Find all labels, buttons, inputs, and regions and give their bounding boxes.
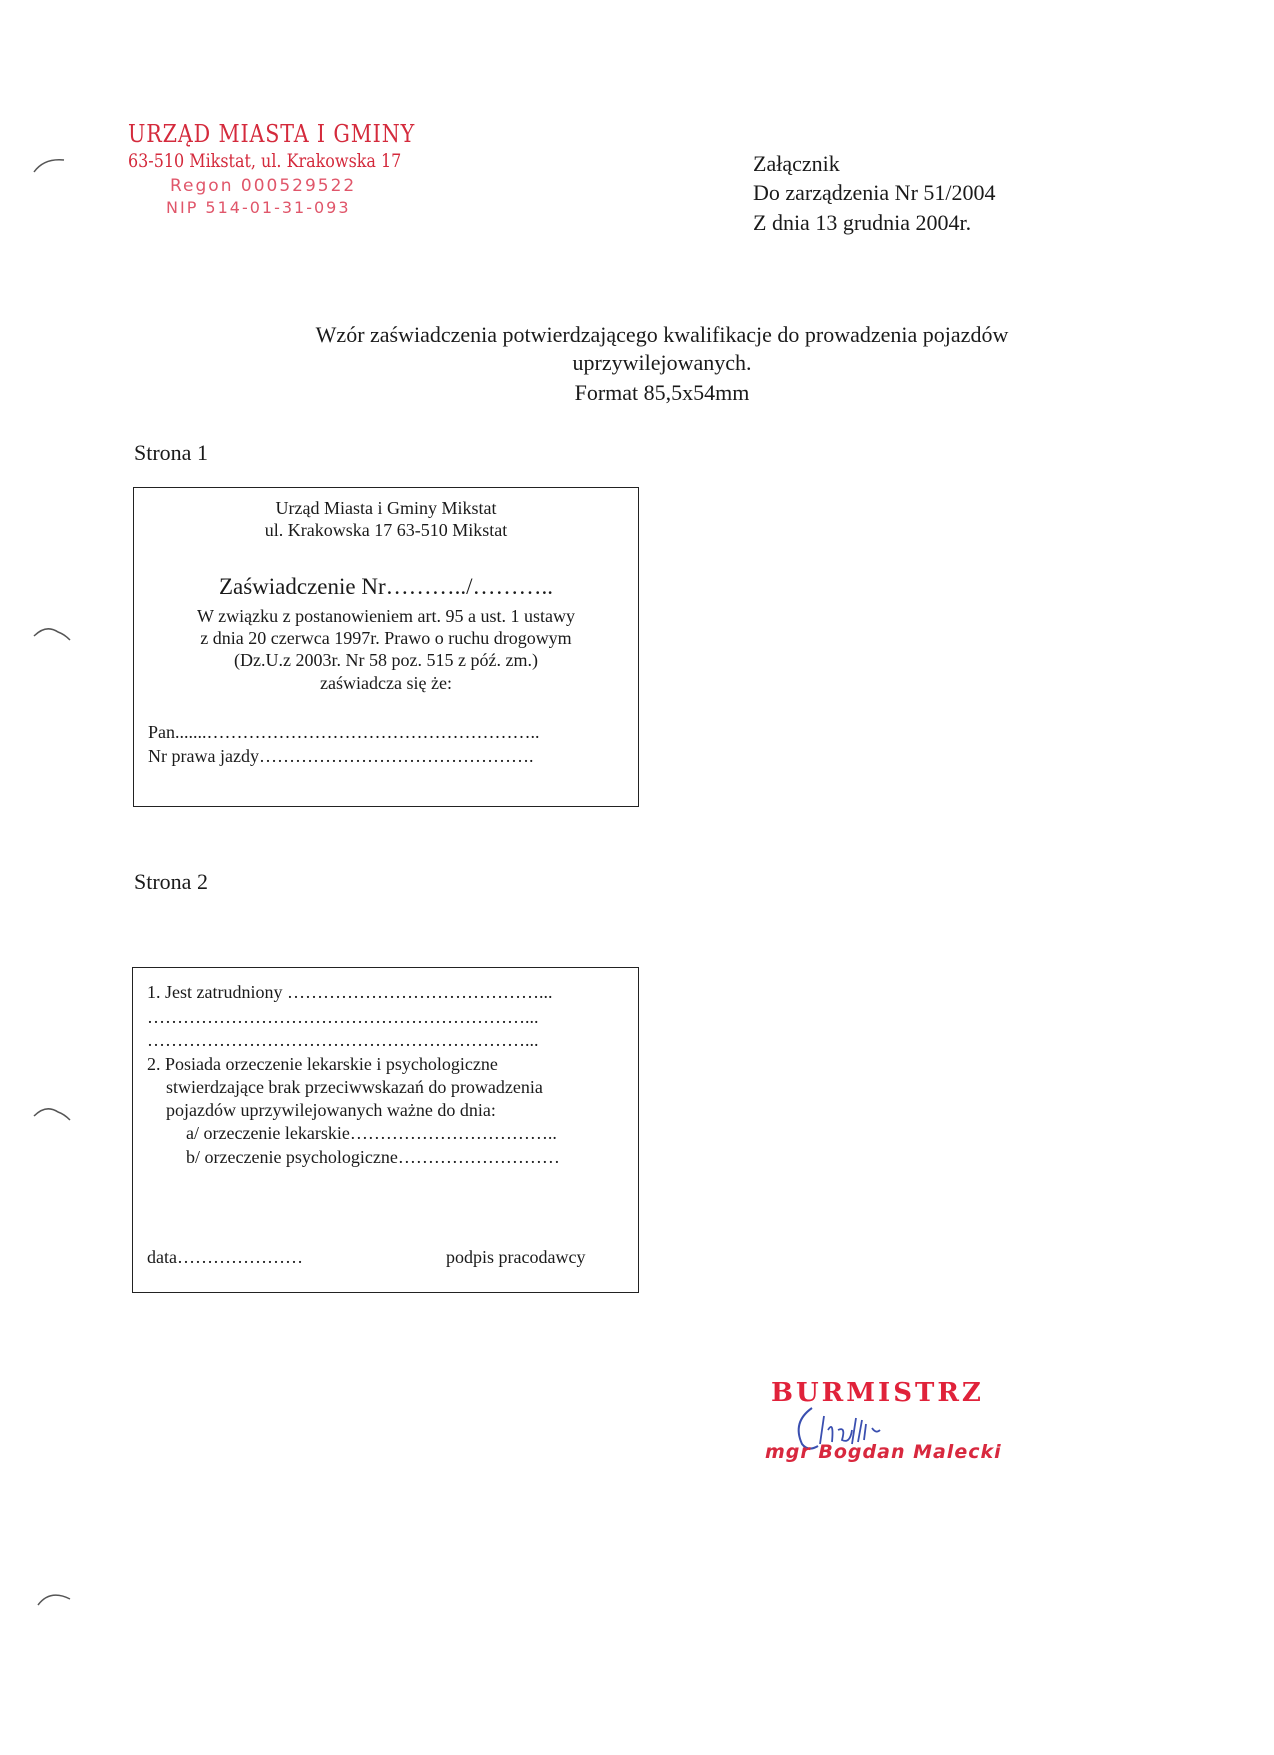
document-title: Wzór zaświadczenia potwierdzającego kwalifikacje do prowadzenia pojazdów <box>315 322 1009 347</box>
medical-clause: 2. Posiada orzeczenie lekarskie i psychologiczne <box>147 1054 498 1074</box>
certificate-side-1 <box>133 487 639 807</box>
punch-hole-mark <box>36 1585 76 1609</box>
office-stamp-name: URZĄD MIASTA I GMINY <box>128 120 416 148</box>
legal-basis-line: z dnia 20 czerwca 1997r. Prawo o ruchu drogowym <box>200 628 572 648</box>
psych-certificate-field: b/ orzeczenie psychologiczne……………………… <box>186 1147 560 1167</box>
document-format: Format 85,5x54mm <box>574 380 750 405</box>
side-1-label: Strona 1 <box>134 440 208 465</box>
certificate-side-2 <box>132 967 639 1293</box>
license-number-field: Nr prawa jazdy………………………………………. <box>148 746 534 766</box>
medical-clause: stwierdzające brak przeciwwskazań do prowadzenia <box>166 1077 543 1097</box>
medical-certificate-field: a/ orzeczenie lekarskie…………………………….. <box>186 1123 557 1143</box>
document-title-cont: uprzywilejowanych. <box>572 350 752 375</box>
punch-hole-mark <box>32 1102 72 1126</box>
certifies-line: zaświadcza się że: <box>320 673 452 693</box>
annex-date: Z dnia 13 grudnia 2004r. <box>753 210 972 235</box>
card-office-name: Urząd Miasta i Gminy Mikstat <box>275 498 497 518</box>
employment-field-cont: ………………………………………………………... <box>147 1007 539 1027</box>
annex-label: Załącznik <box>753 151 840 176</box>
punch-hole-mark <box>32 622 72 646</box>
employment-field: 1. Jest zatrudniony ……………………………………... <box>147 982 553 1002</box>
legal-basis-line: (Dz.U.z 2003r. Nr 58 poz. 515 z póź. zm.) <box>234 650 538 670</box>
employment-field-cont: ………………………………………………………... <box>147 1030 539 1050</box>
punch-hole-mark <box>30 152 70 176</box>
card-office-address: ul. Krakowska 17 63-510 Mikstat <box>264 520 508 540</box>
office-stamp-nip: NIP 514-01-31-093 <box>166 198 351 217</box>
date-field: data………………… <box>147 1247 303 1267</box>
holder-name-field: Pan.......……………………………………………….. <box>148 722 540 742</box>
certificate-title: Zaświadczenie Nr………../……….. <box>218 574 554 599</box>
side-2-label: Strona 2 <box>134 869 208 894</box>
legal-basis-line: W związku z postanowieniem art. 95 a ust. 1 ustawy <box>196 606 576 626</box>
office-stamp-address: 63-510 Mikstat, ul. Krakowska 17 <box>128 150 402 172</box>
annex-ordinance: Do zarządzenia Nr 51/2004 <box>753 180 996 205</box>
mayor-stamp-title: BURMISTRZ <box>771 1378 984 1408</box>
office-stamp-regon: Regon 000529522 <box>170 176 357 196</box>
mayor-name: mgr Bogdan Malecki <box>765 1441 1002 1463</box>
medical-clause: pojazdów uprzywilejowanych ważne do dnia: <box>166 1100 496 1120</box>
employer-signature-label: podpis pracodawcy <box>446 1247 586 1267</box>
